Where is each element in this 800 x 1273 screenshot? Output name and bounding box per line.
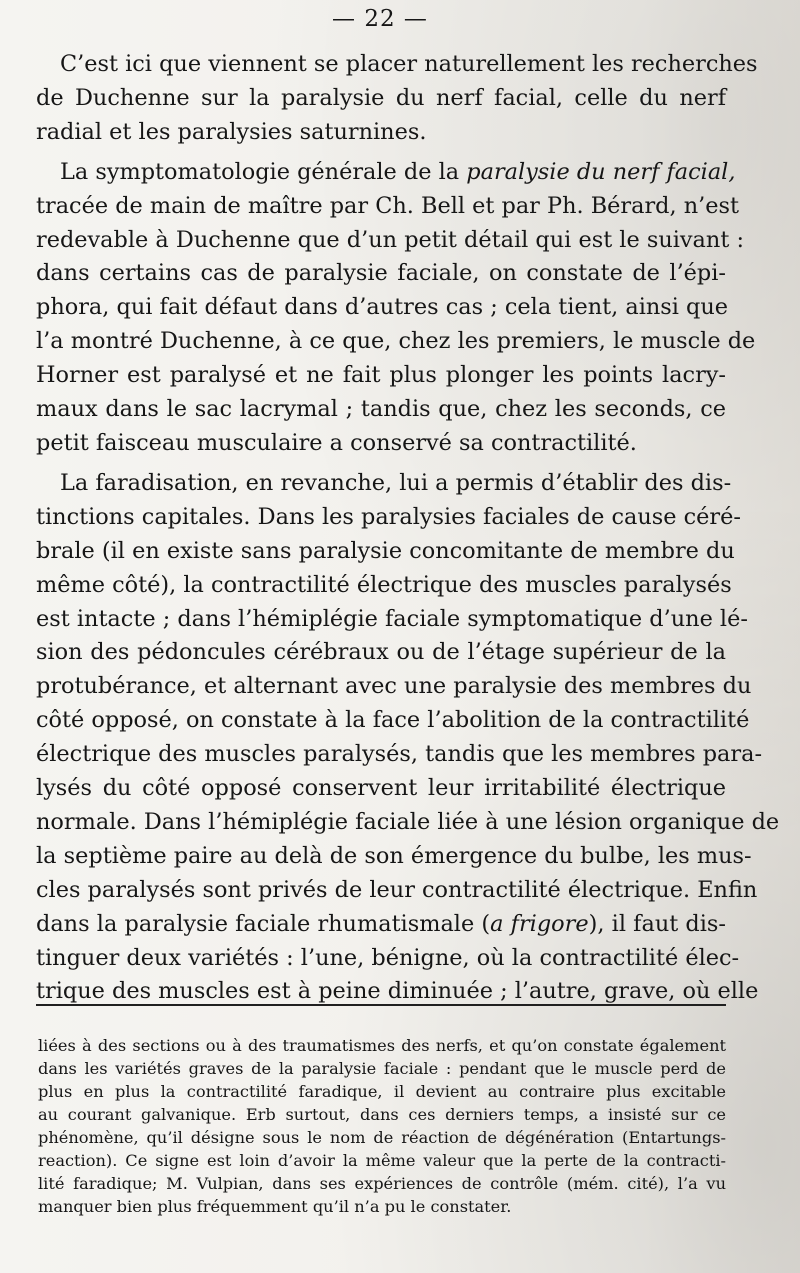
text-line: petit faisceau musculaire a conservé sa contractilité.	[36, 429, 637, 456]
text-line: de Duchenne sur la paralysie du nerf facial, celle du nerf	[36, 84, 726, 111]
paragraph-3	[36, 467, 780, 1010]
text-line: l’a montré Duchenne, à ce que, chez les premiers, le muscle de	[36, 328, 756, 355]
text-line: tinctions capitales. Dans les paralysies faciales de cause céré-	[36, 503, 741, 530]
text-line	[36, 908, 726, 942]
footnote-line: phénomène, qu’il désigne sous le nom de réaction de dégénération (Entartungs-	[38, 1128, 726, 1147]
footnote-line: lité faradique; M. Vulpian, dans ses expériences de contrôle (mém. cité), l’a vu	[38, 1174, 726, 1193]
text-line: Horner est paralysé et ne fait plus plonger les points lacry-	[36, 362, 726, 389]
footnote-separator	[36, 1004, 726, 1006]
text-line: même côté), la contractilité électrique des muscles paralysés	[36, 571, 732, 598]
text-run: La symptomatologie générale de la	[60, 158, 460, 185]
text-line: radial et les paralysies saturnines.	[36, 118, 427, 145]
paragraph-1	[36, 48, 758, 150]
text-run: dans la paralysie faciale rhumatismale (	[36, 910, 491, 937]
text-line: dans certains cas de paralysie faciale, on constate de l’épi-	[36, 260, 726, 287]
text-line: maux dans le sac lacrymal ; tandis que, chez les seconds, ce	[36, 396, 726, 423]
footnote-line: manquer bien plus fréquemment qu’il n’a pu le constater.	[38, 1197, 512, 1216]
text-line: trique des muscles est à peine diminuée ; l’autre, grave, où elle	[36, 978, 759, 1005]
text-run: ), il faut dis-	[588, 910, 726, 937]
text-line: tracée de main de maître par Ch. Bell et par Ph. Bérard, n’est	[36, 192, 740, 219]
text-line: tinguer deux variétés : l’une, bénigne, où la contractilité élec-	[36, 944, 740, 971]
text-line: normale. Dans l’hémiplégie faciale liée à une lésion organique de	[36, 808, 780, 835]
text-line: protubérance, et alternant avec une paralysie des membres du	[36, 673, 752, 700]
text-line: redevable à Duchenne que d’un petit détail qui est le suivant :	[36, 226, 744, 253]
italic-term: a frigore	[490, 910, 589, 937]
text-line: brale (il en existe sans paralysie concomitante de membre du	[36, 537, 735, 564]
text-line: sion des pédoncules cérébraux ou de l’étage supérieur de la	[36, 639, 726, 666]
text-line: C’est ici que viennent se placer naturellement les recherches	[60, 51, 758, 77]
text-line: électrique des muscles paralysés, tandis que les membres para-	[36, 741, 763, 768]
text-line: la septième paire au delà de son émergence du bulbe, les mus-	[36, 842, 752, 869]
footnote-line: plus en plus la contractilité faradique, il devient au contraire plus excitable	[38, 1082, 726, 1101]
text-line: La faradisation, en revanche, lui a permis d’établir des dis-	[60, 469, 732, 496]
italic-term: paralysie du nerf facial,	[466, 158, 736, 185]
text-line: phora, qui fait défaut dans d’autres cas ; cela tient, ainsi que	[36, 294, 729, 321]
page-number: — 22 —	[332, 6, 428, 32]
text-line: est intacte ; dans l’hémiplégie faciale symptomatique d’une lé-	[36, 605, 748, 632]
footnote-line: au courant galvanique. Erb surtout, dans ces derniers temps, a insisté sur ce	[38, 1105, 726, 1124]
text-line: côté opposé, on constate à la face l’abolition de la contractilité	[36, 707, 750, 734]
paragraph-2	[36, 156, 756, 461]
text-line: lysés du côté opposé conservent leur irritabilité électrique	[36, 775, 726, 802]
footnote	[38, 1034, 726, 1218]
footnote-line: liées à des sections ou à des traumatismes des nerfs, et qu’on constate également	[38, 1036, 726, 1055]
text-line: cles paralysés sont privés de leur contractilité électrique. Enfin	[36, 876, 758, 903]
text-line	[36, 156, 736, 190]
footnote-line: dans les variétés graves de la paralysie faciale : pendant que le muscle perd de	[38, 1059, 726, 1078]
footnote-line: reaction). Ce signe est loin d’avoir la même valeur que la perte de la contracti-	[38, 1151, 726, 1170]
main-text	[36, 48, 780, 1009]
